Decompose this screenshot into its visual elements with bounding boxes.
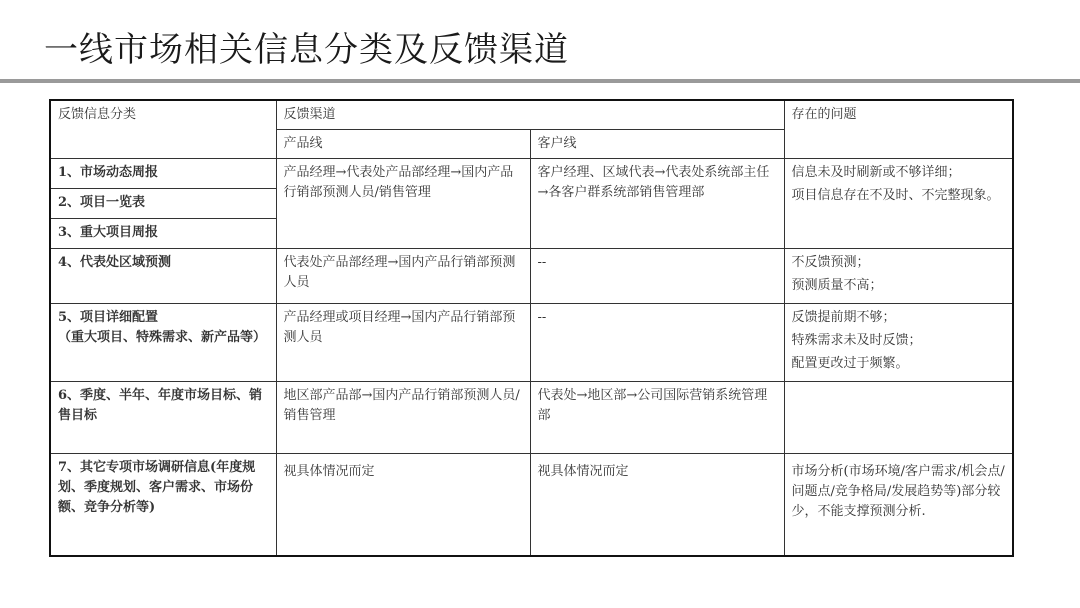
category-note: （重大项目、特殊需求、新产品等）: [58, 330, 267, 345]
issue-item: 特殊需求未及时反馈；: [791, 333, 922, 348]
category-cell: [50, 304, 276, 382]
table-row: [50, 249, 1013, 304]
issue-item: 反馈提前期不够；: [791, 310, 896, 325]
category-cell: 6、季度、半年、年度市场目标、销售目标: [50, 382, 276, 454]
customer-line-cell: --: [530, 249, 784, 304]
issue-item: 项目信息存在不及时、不完整现象。: [791, 188, 1000, 203]
customer-line-cell: 代表处→地区部→公司国际营销系统管理部: [530, 382, 784, 454]
issues-cell: [784, 159, 1013, 249]
category-cell: 4、代表处区域预测: [50, 249, 276, 304]
issue-item: 不反馈预测；: [791, 255, 870, 270]
issues-cell: 市场分析(市场环境/客户需求/机会点/问题点/竞争格局/发展趋势等)部分较少，不能支撑预测分析.: [784, 454, 1013, 557]
table-header-row: [50, 100, 1013, 130]
category-title: 5、项目详细配置: [58, 310, 159, 325]
page-title: 一线市场相关信息分类及反馈渠道: [44, 30, 569, 70]
issues-cell: [784, 249, 1013, 304]
product-line-cell: 产品经理或项目经理→国内产品行销部预测人员: [276, 304, 530, 382]
issues-cell: [784, 382, 1013, 454]
issue-item: 配置更改过于频繁。: [791, 356, 909, 371]
header-customer-line: 客户线: [530, 130, 784, 159]
product-line-cell: 地区部产品部→国内产品行销部预测人员/销售管理: [276, 382, 530, 454]
product-line-cell: 视具体情况而定: [276, 454, 530, 557]
category-cell: 2、项目一览表: [50, 189, 276, 219]
table-row: [50, 454, 1013, 557]
header-product-line: 产品线: [276, 130, 530, 159]
info-table: [49, 99, 1014, 557]
table-row: [50, 304, 1013, 382]
customer-line-cell: --: [530, 304, 784, 382]
header-channel: 反馈渠道: [276, 100, 784, 130]
category-cell: 7、其它专项市场调研信息(年度规划、季度规划、客户需求、市场份额、竞争分析等): [50, 454, 276, 557]
issue-item: 预测质量不高；: [791, 278, 883, 293]
customer-line-cell: 客户经理、区域代表→代表处系统部主任→各客户群系统部销售管理部: [530, 159, 784, 249]
header-category: 反馈信息分类: [50, 100, 276, 159]
customer-line-cell: 视具体情况而定: [530, 454, 784, 557]
table-row: [50, 382, 1013, 454]
category-cell: 1、市场动态周报: [50, 159, 276, 189]
product-line-cell: 产品经理→代表处产品部经理→国内产品行销部预测人员/销售管理: [276, 159, 530, 249]
title-divider: [0, 79, 1080, 83]
product-line-cell: 代表处产品部经理→国内产品行销部预测人员: [276, 249, 530, 304]
category-cell: 3、重大项目周报: [50, 219, 276, 249]
header-issues: 存在的问题: [784, 100, 1013, 159]
table-row: [50, 159, 1013, 189]
issues-cell: [784, 304, 1013, 382]
issue-item: 信息未及时刷新或不够详细；: [791, 165, 961, 180]
